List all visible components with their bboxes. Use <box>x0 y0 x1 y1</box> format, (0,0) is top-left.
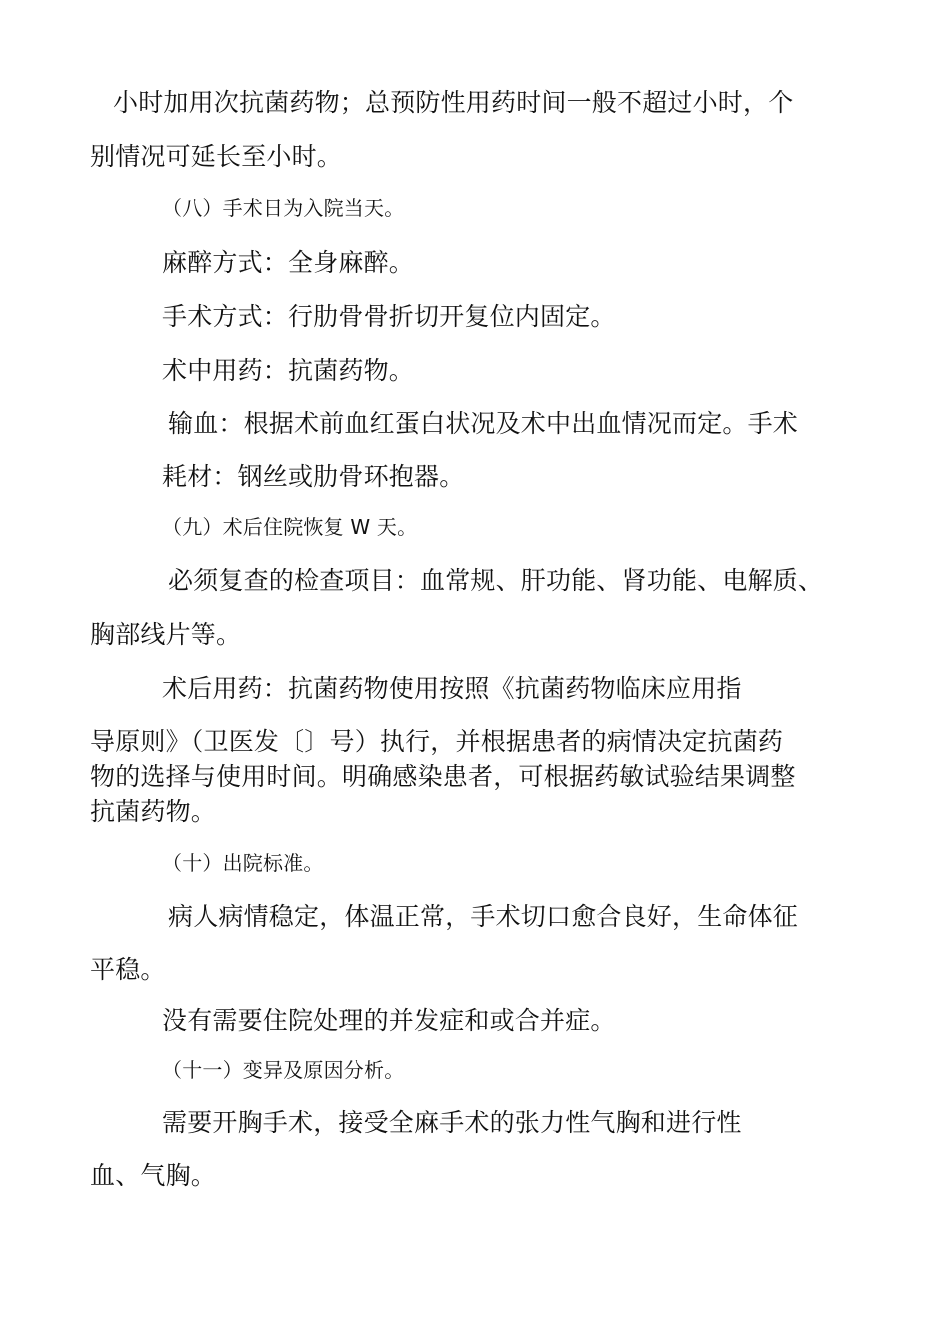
text-line-antibiotics: 抗菌药物。 <box>90 797 217 826</box>
text-line-transfusion: 输血：根据术前血红蛋白状况及术中出血情况而定。手术 <box>168 409 799 438</box>
text-line-discharge-2: 平稳。 <box>90 955 166 984</box>
text-line-surgery-method: 手术方式：行肋骨骨折切开复位内固定。 <box>162 302 616 331</box>
text-line-intraop-drug: 术中用药：抗菌药物。 <box>162 356 415 385</box>
text-line-2: 别情况可延长至小时。 <box>90 142 343 171</box>
section-heading-10: （十）出院标准。 <box>162 851 324 875</box>
text-line-variation-1: 需要开胸手术，接受全麻手术的张力性气胸和进行性 <box>162 1108 742 1137</box>
section-heading-11: （十一）变异及原因分析。 <box>162 1058 405 1082</box>
text-line-discharge-1: 病人病情稳定，体温正常，手术切口愈合良好，生命体征 <box>168 902 799 931</box>
text-line-complications: 没有需要住院处理的并发症和或合并症。 <box>162 1006 616 1035</box>
text-line-required-tests: 必须复查的检查项目：血常规、肝功能、肾功能、电解质、 <box>168 566 824 595</box>
text-line-consumables: 耗材：钢丝或肋骨环抱器。 <box>162 462 465 491</box>
text-line-selection: 物的选择与使用时间。明确感染患者，可根据药敏试验结果调整 <box>90 762 796 791</box>
text-line-anesthesia: 麻醉方式：全身麻醉。 <box>162 248 415 277</box>
text-line-postop-drug: 术后用药：抗菌药物使用按照《抗菌药物临床应用指 <box>162 674 742 703</box>
section-heading-8: （八）手术日为入院当天。 <box>162 196 405 220</box>
text-line-variation-2: 血、气胸。 <box>90 1161 217 1190</box>
text-line-guideline: 导原则》（卫医发〔〕号）执行，并根据患者的病情决定抗菌药 <box>90 727 784 756</box>
text-line-chest-film: 胸部线片等。 <box>90 620 242 649</box>
section-heading-9: （九）术后住院恢复 W 天。 <box>162 515 418 539</box>
text-line-1: 小时加用次抗菌药物；总预防性用药时间一般不超过小时，个 <box>113 88 794 117</box>
